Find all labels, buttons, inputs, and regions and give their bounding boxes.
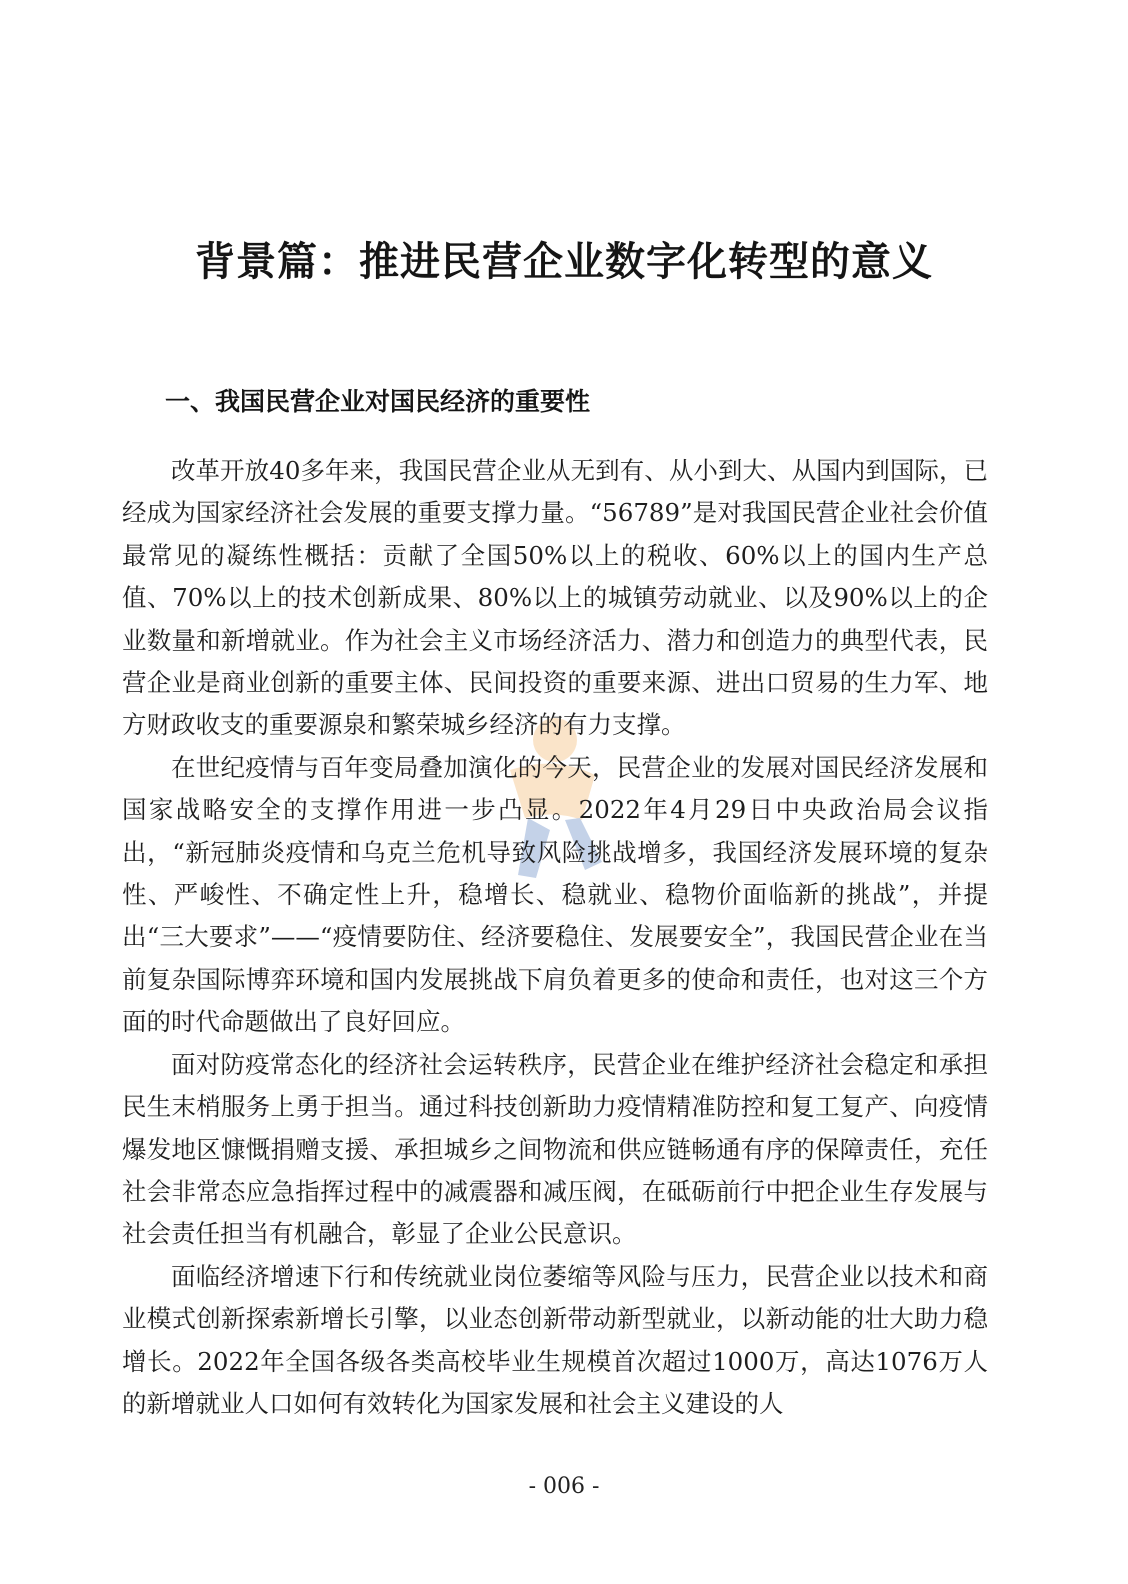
paragraph: 改革开放40多年来，我国民营企业从无到有、从小到大、从国内到国际，已经成为国家经济社会发展的重要支撑力量。“56789”是对我国民营企业社会价值最常见的凝练性概括：贡献了全国50%以上的税收、60%以上的国内生产总值、70%以上的技术创新成果、80%以上的城镇劳动就业、以及90%以上的企业数量和新增就业。作为社会主义市场经济活力、潜力和创造力的典型代表，民营企业是商业创新的重要主体、民间投资的重要来源、进出口贸易的生力军、地方财政收支的重要源泉和繁荣城乡经济的有力支撑。 — [122, 456, 988, 740]
paragraph: 面对防疫常态化的经济社会运转秩序，民营企业在维护经济社会稳定和承担民生末梢服务上勇于担当。通过科技创新助力疫情精准防控和复工复产、向疫情爆发地区慷慨捐赠支援、承担城乡之间物流和供应链畅通有序的保障责任，充任社会非常态应急指挥过程中的减震器和减压阀，在砥砺前行中把企业生存发展与社会责任担当有机融合，彰显了企业公民意识。 — [122, 1049, 988, 1249]
page-number: - 006 - — [528, 1474, 600, 1499]
paragraph: 面临经济增速下行和传统就业岗位萎缩等风险与压力，民营企业以技术和商业模式创新探索新增长引擎，以业态创新带动新型就业，以新动能的壮大助力稳增长。2022年全国各级各类高校毕业生规模首次超过1000万，高达1076万人的新增就业人口如何有效转化为国家发展和社会主义建设的人 — [122, 1261, 988, 1418]
section-heading: 一、我国民营企业对国民经济的重要性 — [165, 387, 591, 416]
paragraph: 在世纪疫情与百年变局叠加演化的今天，民营企业的发展对国民经济发展和国家战略安全的支撑作用进一步凸显。2022年4月29日中央政治局会议指出，“新冠肺炎疫情和乌克兰危机导致风险挑战增多，我国经济发展环境的复杂性、严峻性、不确定性上升，稳增长、稳就业、稳物价面临新的挑战”，并提出“三大要求”——“疫情要防住、经济要稳住、发展要安全”，我国民营企业在当前复杂国际博弈环境和国内发展挑战下肩负着更多的使命和责任，也对这三个方面的时代命题做出了良好回应。 — [122, 752, 988, 1037]
body-text — [122, 450, 988, 1425]
page-title: 背景篇：推进民营企业数字化转型的意义 — [195, 239, 933, 285]
